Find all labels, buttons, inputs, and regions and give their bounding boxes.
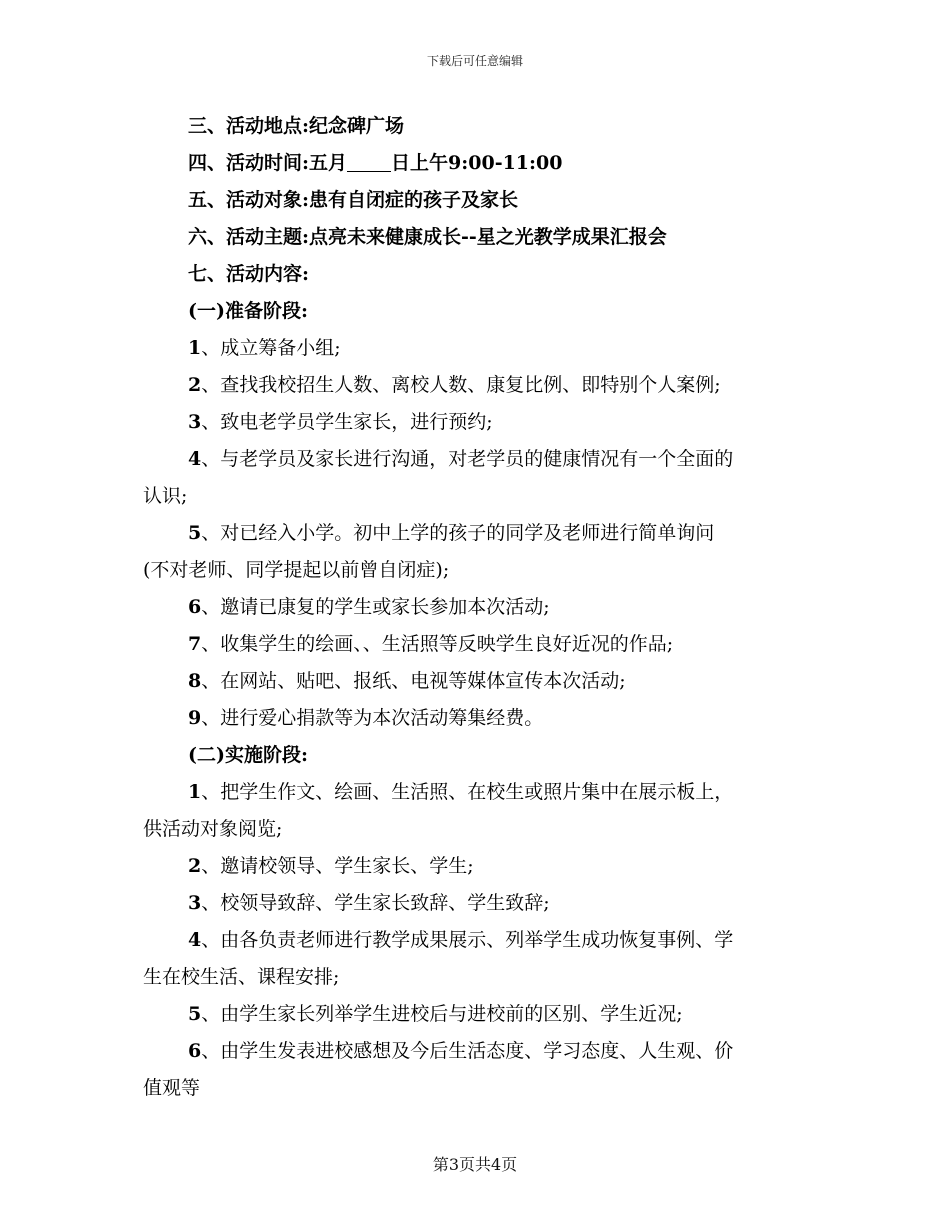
list-item: 2、查找我校招生人数、离校人数、康复比例、即特别个人案例; xyxy=(188,374,721,396)
list-item: 2、邀请校领导、学生家长、学生; xyxy=(188,855,474,877)
impl-title: (二)实施阶段: xyxy=(188,744,308,766)
list-item-continuation: (不对老师、同学提起以前曾自闭症); xyxy=(143,559,450,581)
list-item: 4、与老学员及家长进行沟通，对老学员的健康情况有一个全面的 xyxy=(188,448,734,470)
prep-title: (一)准备阶段: xyxy=(188,300,308,322)
list-item: 3、校领导致辞、学生家长致辞、学生致辞; xyxy=(188,892,550,914)
date-blank xyxy=(347,151,391,172)
time-prefix: 四、活动时间:五月 xyxy=(188,152,348,174)
section-location: 三、活动地点:纪念碑广场 xyxy=(188,115,405,137)
list-item: 6、由学生发表进校感想及今后生活态度、学习态度、人生观、价 xyxy=(188,1040,734,1062)
page-header: 下载后可任意编辑 xyxy=(426,54,523,68)
list-item-continuation: 值观等 xyxy=(143,1077,201,1099)
list-item: 8、在网站、贴吧、报纸、电视等媒体宣传本次活动; xyxy=(188,670,626,692)
list-item: 5、由学生家长列举学生进校后与进校前的区别、学生近况; xyxy=(188,1003,683,1025)
page-footer: 第3页共4页 xyxy=(432,1155,518,1174)
section-time xyxy=(143,145,808,182)
section-content-title: 七、活动内容: xyxy=(188,263,310,285)
list-item: 5、对已经入小学。初中上学的孩子的同学及老师进行简单询问 xyxy=(188,522,715,544)
list-item: 4、由各负责老师进行教学成果展示、列举学生成功恢复事例、学 xyxy=(188,929,734,951)
section-audience: 五、活动对象:患有自闭症的孩子及家长 xyxy=(188,189,519,211)
list-item: 6、邀请已康复的学生或家长参加本次活动; xyxy=(188,596,550,618)
list-item: 3、致电老学员学生家长，进行预约; xyxy=(188,411,493,433)
time-suffix: 日上午9:00-11:00 xyxy=(391,152,563,174)
list-item-continuation: 供活动对象阅览; xyxy=(143,818,283,840)
list-item: 7、收集学生的绘画、、生活照等反映学生良好近况的作品; xyxy=(188,633,674,655)
section-theme: 六、活动主题:点亮未来健康成长--星之光教学成果汇报会 xyxy=(188,226,667,248)
list-item: 1、成立筹备小组; xyxy=(188,337,341,359)
list-item-continuation: 生在校生活、课程安排; xyxy=(143,966,340,988)
list-item: 1、把学生作文、绘画、生活照、在校生或照片集中在展示板上， xyxy=(188,781,734,803)
list-item-continuation: 认识; xyxy=(143,485,188,507)
list-item: 9、进行爱心捐款等为本次活动筹集经费。 xyxy=(188,707,544,729)
document-body xyxy=(143,108,808,1107)
